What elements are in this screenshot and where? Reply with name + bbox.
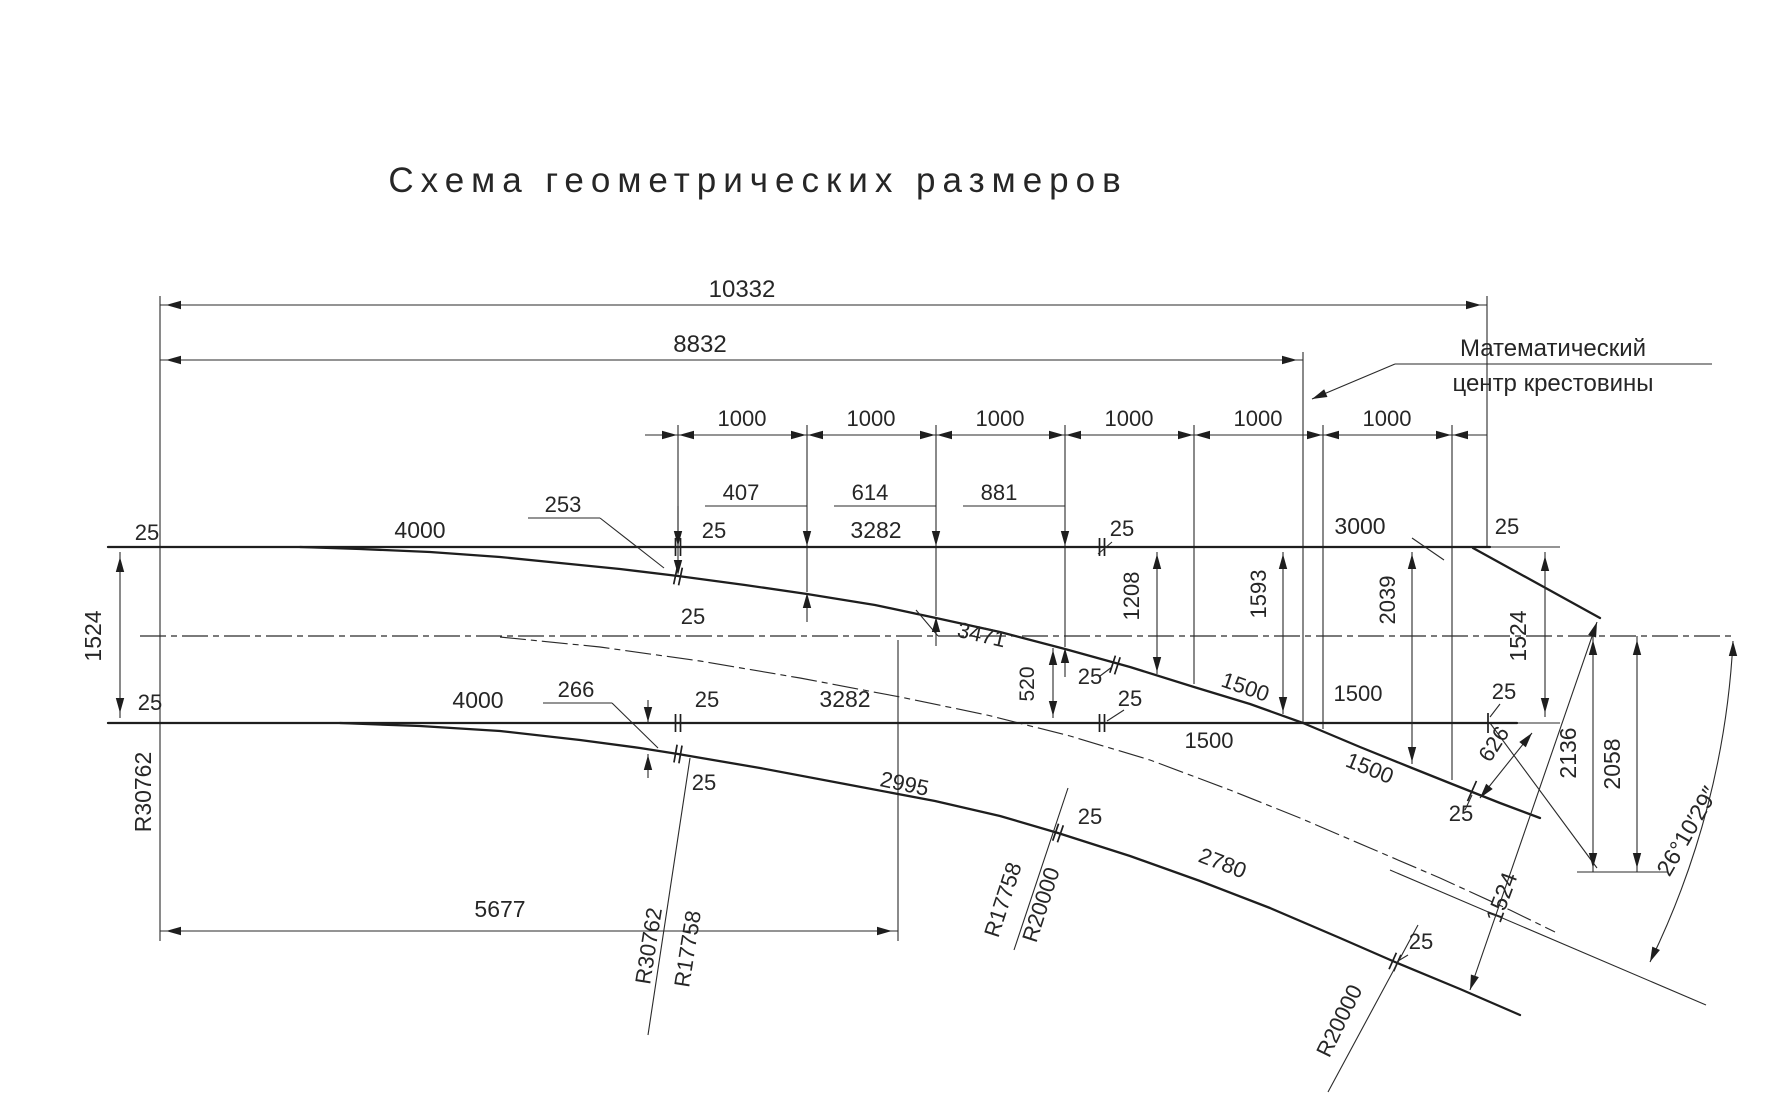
label-len-3471: 3471 (955, 617, 1009, 653)
label-ord-2039: 2039 (1375, 575, 1400, 625)
dim-line-1524-diagonal (1470, 622, 1597, 990)
label-gap-25-c-end: 25 (1448, 801, 1474, 826)
label-rad-R20000-b: R20000 (1311, 980, 1368, 1061)
label-ord-881: 881 (980, 480, 1018, 505)
label-len-3282-bot: 3282 (819, 686, 871, 712)
label-grid-1000-3: 1000 (975, 406, 1025, 431)
label-len-1500-bot-b: 1500 (1333, 681, 1383, 706)
label-gap-25-d-j1: 25 (691, 770, 717, 795)
label-ord-266: 266 (557, 677, 595, 702)
label-gap-25-top-j1: 25 (701, 518, 727, 543)
label-ord-1593: 1593 (1246, 569, 1271, 619)
label-callout-line2: центр крестовины (1452, 370, 1654, 397)
label-angle-26-10-29: 26°10′29″ (1651, 781, 1723, 881)
label-grid-1000-4: 1000 (1104, 406, 1154, 431)
angle-ray (1390, 870, 1706, 1005)
label-title: Схема геометрических размеров (388, 161, 1128, 200)
label-rad-R20000-a: R20000 (1017, 864, 1065, 946)
label-len-4000-bot: 4000 (452, 687, 504, 713)
label-gap-25-bot-end: 25 (1491, 679, 1517, 704)
label-gap-25-d-j2: 25 (1077, 804, 1103, 829)
label-dim-1524-left: 1524 (80, 610, 106, 662)
label-len-1500-c-a: 1500 (1218, 667, 1273, 707)
label-ord-253: 253 (544, 492, 582, 517)
label-len-2995: 2995 (878, 766, 932, 801)
label-rad-R17758-b: R17758 (979, 859, 1027, 941)
label-gap-25-top-end: 25 (1494, 514, 1520, 539)
label-grid-1000-6: 1000 (1362, 406, 1412, 431)
label-dim-5677: 5677 (474, 896, 526, 922)
extension-lines (160, 296, 1668, 941)
label-len-3282-top: 3282 (850, 517, 902, 543)
label-gap-25-top-left: 25 (134, 520, 160, 545)
label-dim-2136: 2136 (1555, 727, 1581, 779)
label-rad-R30762-a: R30762 (630, 905, 667, 986)
label-grid-1000-1: 1000 (717, 406, 767, 431)
label-ord-614: 614 (851, 480, 889, 505)
label-callout-line1: Математический (1459, 335, 1647, 362)
label-dim-626: 626 (1473, 721, 1515, 767)
label-ord-1208: 1208 (1119, 571, 1144, 621)
label-grid-1000-2: 1000 (846, 406, 896, 431)
label-gap-25-top-j2: 25 (1109, 516, 1135, 541)
label-len-4000-top: 4000 (394, 517, 446, 543)
label-grid-1000-5: 1000 (1233, 406, 1283, 431)
label-gap-25-bot-j1: 25 (694, 687, 720, 712)
label-dim-10332: 10332 (708, 276, 776, 303)
label-gap-25-d-j3: 25 (1408, 929, 1434, 954)
label-dim-8832: 8832 (673, 331, 727, 358)
label-gap-25-c-j1: 25 (1077, 664, 1103, 689)
label-ord-520: 520 (1016, 666, 1039, 702)
label-gap-25-c-j0: 25 (680, 604, 706, 629)
label-gap-25-bot-left: 25 (137, 690, 163, 715)
label-rad-R17758-a: R17758 (669, 908, 706, 989)
leader-lines (528, 364, 1712, 961)
label-gap-25-bot-j2: 25 (1117, 686, 1143, 711)
label-len-1500-bot-a: 1500 (1184, 728, 1234, 753)
label-dim-1524-right: 1524 (1505, 610, 1531, 662)
label-rad-R30762-left: R30762 (130, 751, 156, 833)
label-len-3000-top: 3000 (1334, 513, 1386, 539)
label-dim-1524-diag: 1524 (1480, 868, 1523, 926)
label-len-1500-c-b: 1500 (1342, 747, 1398, 789)
label-ord-407: 407 (722, 480, 760, 505)
label-len-2780: 2780 (1195, 842, 1251, 884)
label-dim-2058: 2058 (1599, 738, 1625, 790)
end-cut-upper (1473, 548, 1600, 618)
